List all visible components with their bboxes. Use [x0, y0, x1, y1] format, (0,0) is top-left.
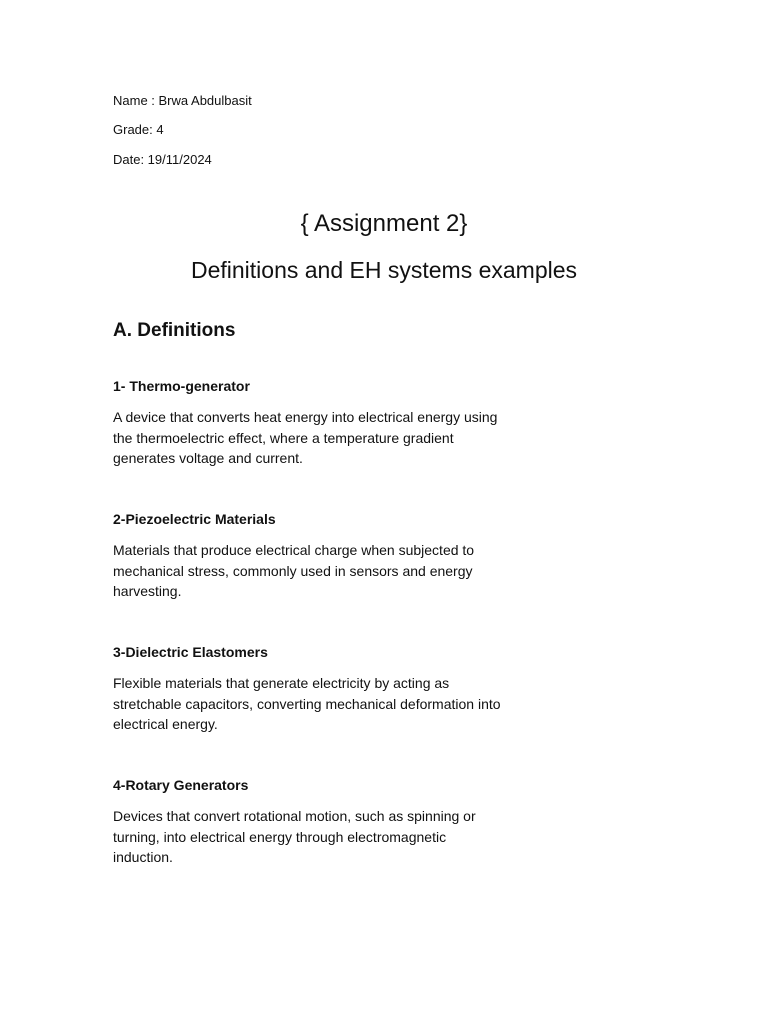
definition-term: 4-Rotary Generators [113, 777, 249, 793]
definition-text: A device that converts heat energy into electrical energy using the thermoelectric effect, where a temperature gradient generates voltage and current. [113, 409, 498, 466]
definition-term: 3-Dielectric Elastomers [113, 644, 268, 660]
definition-text: Materials that produce electrical charge when subjected to mechanical stress, commonly used in sensors and energy harvesting. [113, 542, 475, 599]
student-grade: Grade: 4 [113, 122, 164, 137]
assignment-subtitle: Definitions and EH systems examples [190, 257, 578, 283]
definition-term: 1- Thermo-generator [113, 378, 250, 394]
definition-text: Devices that convert rotational motion, such as spinning or turning, into electrical energy through electromagnetic induction. [113, 808, 476, 865]
definition-text: Flexible materials that generate electricity by acting as stretchable capacitors, converting mechanical deformation into electrical energy. [113, 675, 501, 732]
student-name: Name : Brwa Abdulbasit [113, 93, 252, 108]
assignment-date: Date: 19/11/2024 [113, 152, 212, 167]
definition-term: 2-Piezoelectric Materials [113, 511, 276, 527]
assignment-title: { Assignment 2} [300, 210, 468, 237]
section-heading-definitions: A. Definitions [113, 320, 236, 341]
